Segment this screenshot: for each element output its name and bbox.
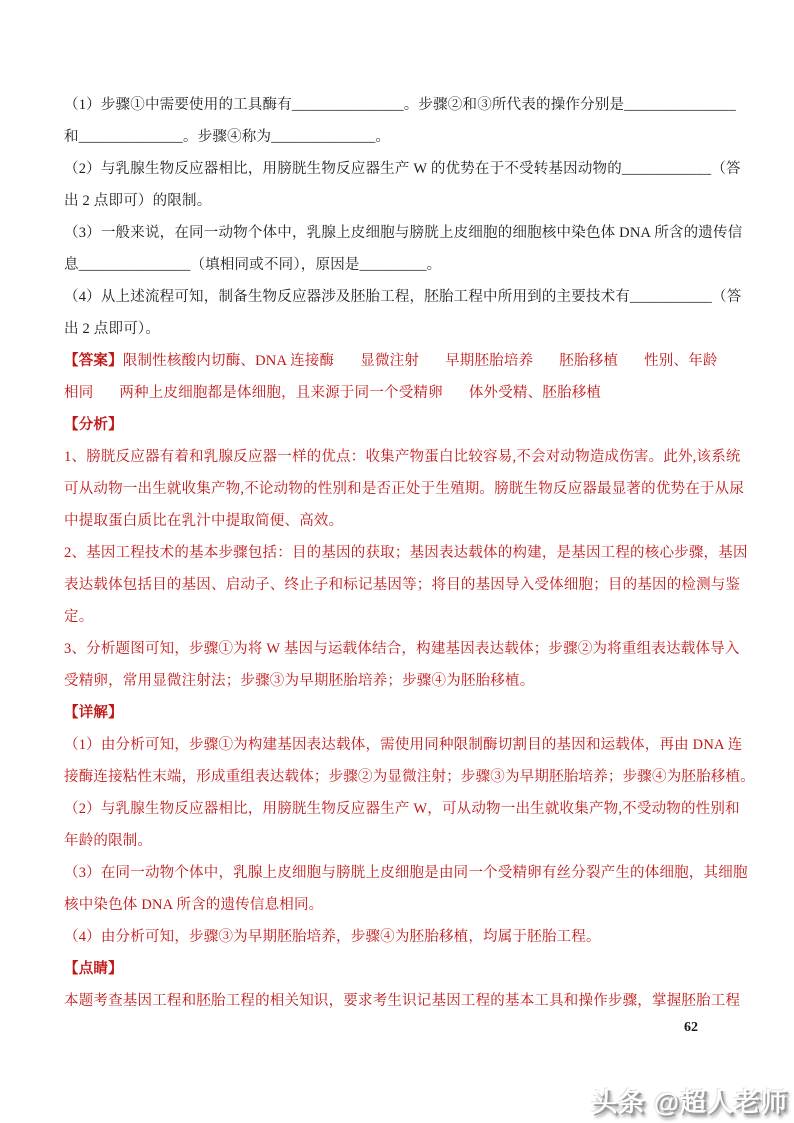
answer-items-line1 xyxy=(123,353,718,369)
detail-label-line xyxy=(64,697,732,729)
detail-line: （1）由分析可知，步骤①为构建基因表达载体，需使用同种限制酶切割目的基因和运载体，再由 DNA 连 xyxy=(64,737,743,753)
question-line: 出 2 点即可）的限制。 xyxy=(64,193,212,209)
answer-item: 相同 xyxy=(64,385,94,401)
question-line: （3）一般来说，在同一动物个体中，乳腺上皮细胞与膀胱上皮细胞的细胞核中染色体 DNA 所含的遗传信 xyxy=(64,225,743,241)
answer-item: 两种上皮细胞都是体细胞，且来源于同一个受精卵 xyxy=(119,385,443,401)
highlight-line: 本题考查基因工程和胚胎工程的相关知识，要求考生识记基因工程的基本工具和操作步骤，掌握胚胎工程 xyxy=(64,993,741,1009)
answer-block xyxy=(64,345,732,409)
highlight-block xyxy=(64,953,741,1017)
analysis-line: 表达载体包括目的基因、启动子、终止子和标记基因等；将目的基因导入受体细胞；目的基因的检测与鉴 xyxy=(64,577,741,593)
detail-line: 接酶连接粘性末端，形成重组表达载体；步骤②为显微注射；步骤③为早期胚胎培养；步骤④为胚胎移植。 xyxy=(64,769,755,785)
answer-item: 性别、年龄 xyxy=(644,353,718,369)
answer-line-1 xyxy=(64,345,732,377)
question-line: 息_______________（填相同或不同），原因是_________。 xyxy=(64,257,442,273)
analysis-line: 2、基因工程技术的基本步骤包括：目的基因的获取；基因表达载体的构建，是基因工程的核心步骤，基因 xyxy=(64,545,748,561)
answer-item: 体外受精、胚胎移植 xyxy=(468,385,602,401)
detail-line: 年龄的限制。 xyxy=(64,833,153,849)
question-line: （1）步骤①中需要使用的工具酶有_______________。步骤②和③所代表的操作分别是_______________ xyxy=(64,97,736,113)
detail-line: （4）由分析可知，步骤③为早期胚胎培养，步骤④为胚胎移植，均属于胚胎工程。 xyxy=(64,929,601,945)
watermark-text: 头条 @超人老师 xyxy=(591,1087,788,1117)
question-line: 和______________。步骤④称为______________。 xyxy=(64,129,391,145)
analysis-line: 定。 xyxy=(64,609,94,625)
answer-item: 早期胚胎培养 xyxy=(445,353,534,369)
question-block xyxy=(64,89,743,345)
analysis-line: 中提取蛋白质比在乳汁中提取简便、高效。 xyxy=(64,513,344,529)
analysis-block xyxy=(64,409,748,697)
highlight-label-line xyxy=(64,953,732,985)
analysis-line: 受精卵，常用显微注射法；步骤③为早期胚胎培养；步骤④为胚胎移植。 xyxy=(64,673,535,689)
analysis-label: 【分析】 xyxy=(64,417,123,433)
answer-item: 胚胎移植 xyxy=(559,353,619,369)
analysis-label-line xyxy=(64,409,732,441)
question-line: 出 2 点即可）。 xyxy=(64,321,161,337)
question-line: （2）与乳腺生物反应器相比，用膀胱生物反应器生产 W 的优势在于不受转基因动物的____________（答 xyxy=(64,161,741,177)
detail-line: （2）与乳腺生物反应器相比，用膀胱生物反应器生产 W，可从动物一出生就收集产物,不受动物的性别和 xyxy=(64,801,740,817)
detail-line: （3）在同一动物个体中，乳腺上皮细胞与膀胱上皮细胞是由同一个受精卵有丝分裂产生的体细胞，其细胞 xyxy=(64,865,748,881)
detail-block xyxy=(64,697,755,953)
answer-item: 限制性核酸内切酶、DNA 连接酶 xyxy=(122,353,335,369)
analysis-line: 3、分析题图可知，步骤①为将 W 基因与运载体结合，构建基因表达载体；步骤②为将重组表达载体导入 xyxy=(64,641,740,657)
page-number: 62 xyxy=(684,1020,698,1035)
detail-lines xyxy=(64,729,755,953)
answer-label: 【答案】 xyxy=(64,353,123,369)
document-content xyxy=(64,89,755,1017)
analysis-lines xyxy=(64,441,748,697)
highlight-lines xyxy=(64,985,741,1017)
detail-line: 核中染色体 DNA 所含的遗传信息相同。 xyxy=(64,897,324,913)
question-line: （4）从上述流程可知，制备生物反应器涉及胚胎工程，胚胎工程中所用到的主要技术有___________（答 xyxy=(64,289,742,305)
answer-line-2 xyxy=(64,377,732,409)
analysis-line: 1、膀胱反应器有着和乳腺反应器一样的优点：收集产物蛋白比较容易,不会对动物造成伤害。此外,该系统 xyxy=(64,449,741,465)
highlight-label: 【点睛】 xyxy=(64,961,123,977)
answer-items-line2 xyxy=(64,385,601,401)
detail-label: 【详解】 xyxy=(64,705,123,721)
analysis-line: 可从动物一出生就收集产物,不论动物的性别和是否正处于生殖期。膀胱生物反应器最显著的优势在于从尿 xyxy=(64,481,745,497)
answer-item: 显微注射 xyxy=(360,353,420,369)
